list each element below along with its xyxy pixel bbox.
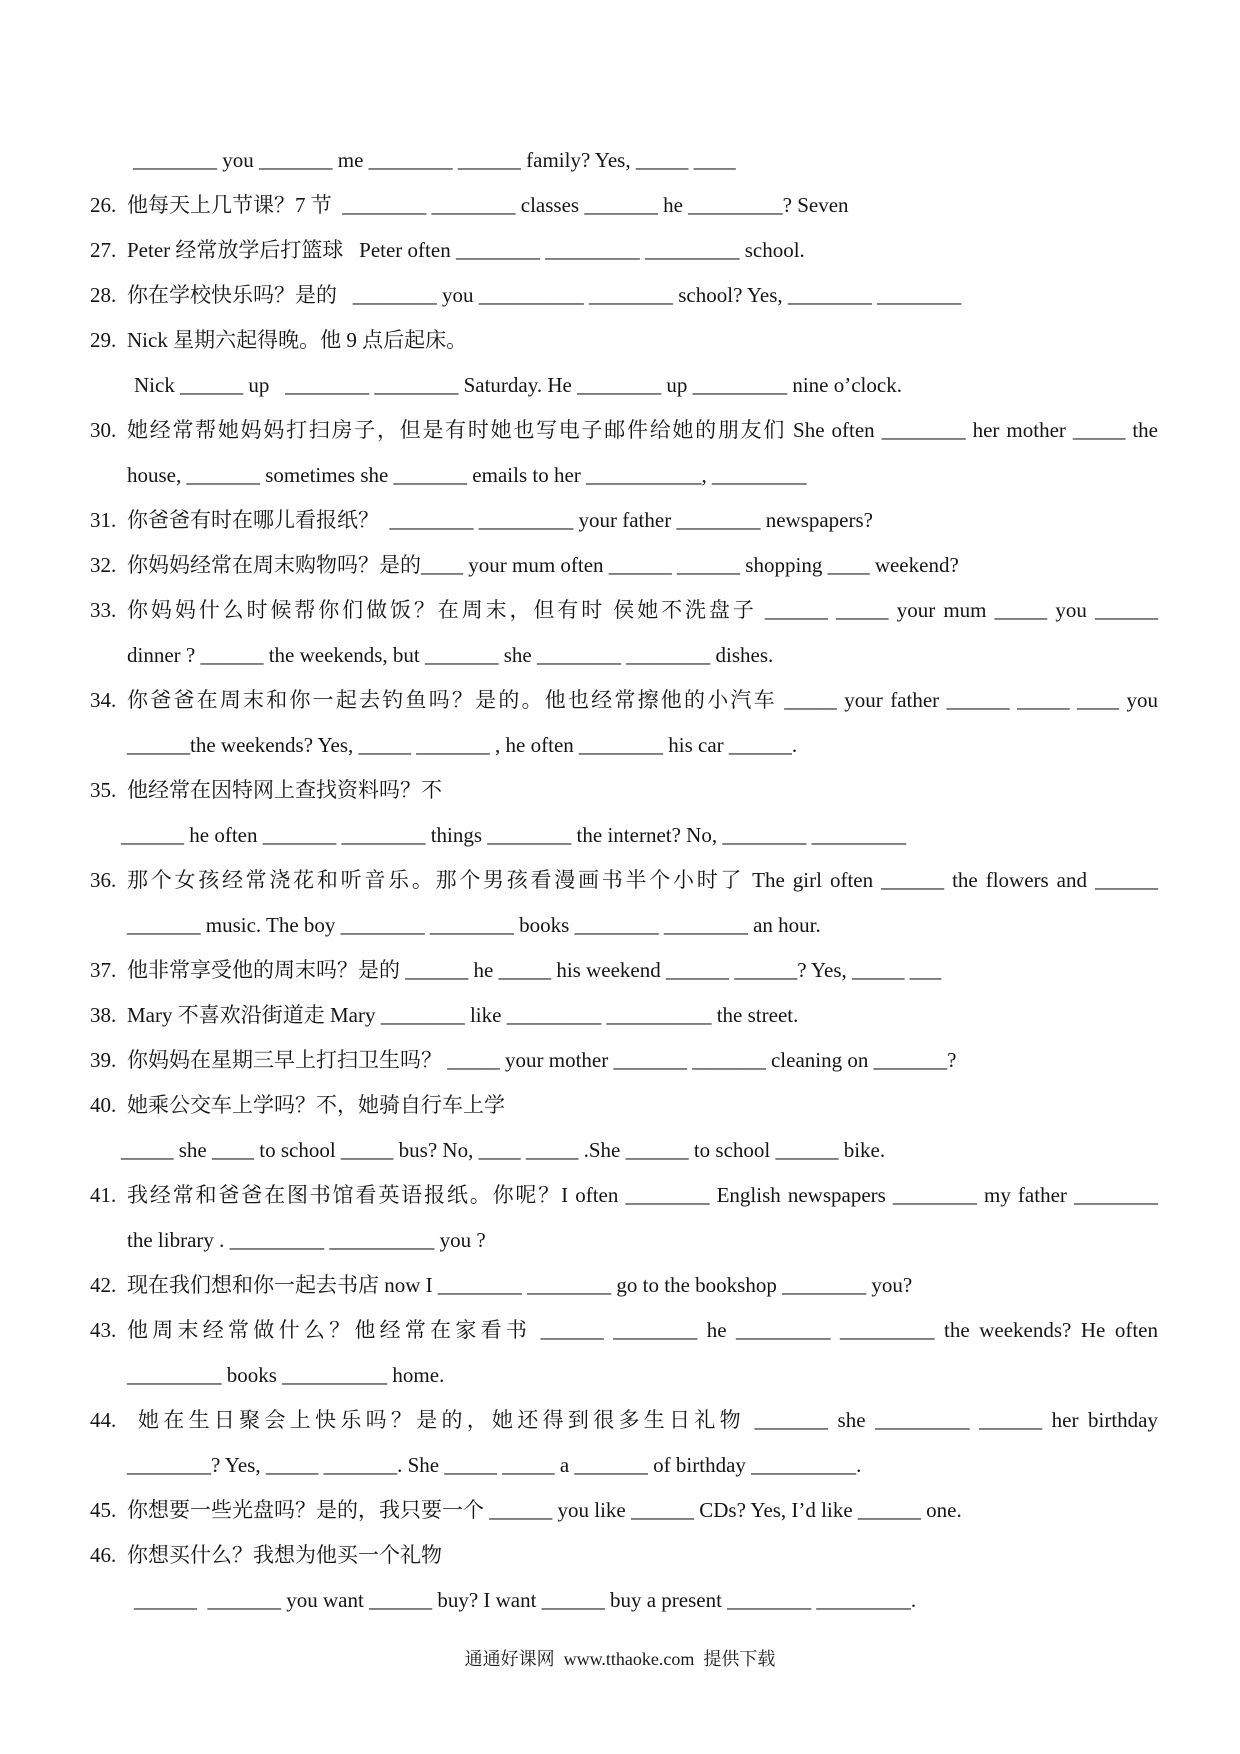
question-text: 那个女孩经常浇花和听音乐。那个男孩看漫画书半个小时了 The girl often ______ the flowers and ______ (127, 868, 1158, 892)
question-35 (90, 768, 1158, 813)
question-text: 你想买什么？我想为他买一个礼物 (127, 1543, 442, 1567)
question-text: 你爸爸有时在哪儿看报纸？ ________ _________ your father ________ newspapers? (127, 508, 873, 532)
question-45 (90, 1488, 1158, 1533)
question-number: 38. (90, 1003, 117, 1027)
question-39 (90, 1038, 1158, 1083)
question-text: 他每天上几节课？7 节 ________ ________ classes _______ he _________? Seven (127, 193, 849, 217)
answer-line: ______ he often _______ ________ things ________ the internet? No, ________ _________ (121, 823, 907, 847)
question-29 (90, 318, 1158, 363)
question-number: 35. (90, 778, 117, 802)
question-37 (90, 948, 1158, 993)
question-number: 27. (90, 238, 117, 262)
answer-line: the library . _________ __________ you ? (127, 1228, 486, 1252)
question-36-continuation (90, 903, 1158, 948)
question-36 (90, 858, 1158, 903)
question-40 (90, 1083, 1158, 1128)
question-text: 她在生日聚会上快乐吗？是的，她还得到很多生日礼物 _______ she _________ ______ her birthday (138, 1408, 1158, 1432)
answer-line: ______the weekends? Yes, _____ _______ , he often ________ his car ______. (127, 733, 798, 757)
question-25-continuation (90, 138, 1158, 183)
question-number: 36. (90, 868, 117, 892)
question-number: 34. (90, 688, 117, 712)
question-text: 你妈妈什么时候帮你们做饭？在周末，但有时 侯她不洗盘子 ______ _____ your mum _____ you ______ (127, 598, 1158, 622)
question-43 (90, 1308, 1158, 1353)
question-34 (90, 678, 1158, 723)
question-text: Peter 经常放学后打篮球 Peter often ________ _________ _________ school. (127, 238, 805, 262)
question-text: 你妈妈在星期三早上打扫卫生吗？ _____ your mother _______ _______ cleaning on _______? (127, 1048, 957, 1072)
question-31 (90, 498, 1158, 543)
question-43-continuation (90, 1353, 1158, 1398)
question-text: Mary 不喜欢沿街道走 Mary ________ like _________ __________ the street. (127, 1003, 799, 1027)
question-number: 44. (90, 1408, 117, 1432)
question-33-continuation (90, 633, 1158, 678)
question-26 (90, 183, 1158, 228)
answer-line: ________? Yes, _____ _______. She _____ _____ a _______ of birthday __________. (127, 1453, 862, 1477)
page-footer: 通通好课网 www.tthaoke.com 提供下载 (464, 1649, 776, 1669)
answer-line: _________ books __________ home. (127, 1363, 445, 1387)
question-number: 33. (90, 598, 117, 622)
question-33 (90, 588, 1158, 633)
question-number: 42. (90, 1273, 117, 1297)
question-text: 他经常在因特网上查找资料吗？不 (127, 778, 442, 802)
question-32 (90, 543, 1158, 588)
question-text: 她乘公交车上学吗？不，她骑自行车上学 (127, 1093, 505, 1117)
question-27 (90, 228, 1158, 273)
question-number: 26. (90, 193, 117, 217)
question-35-answer (90, 813, 1158, 858)
question-number: 31. (90, 508, 117, 532)
question-text: 他非常享受他的周末吗？是的 ______ he _____ his weekend ______ ______? Yes, _____ ___ (127, 958, 942, 982)
answer-line: house, _______ sometimes she _______ emails to her ___________, _________ (127, 463, 807, 487)
question-number: 40. (90, 1093, 117, 1117)
question-text: Nick 星期六起得晚。他 9 点后起床。 (127, 328, 468, 352)
answer-line: Nick ______ up ________ ________ Saturday. He ________ up _________ nine o’clock. (134, 373, 902, 397)
question-number: 30. (90, 418, 117, 442)
question-text: 你妈妈经常在周末购物吗？是的____ your mum often ______ ______ shopping ____ weekend? (127, 553, 959, 577)
question-number: 39. (90, 1048, 117, 1072)
question-text: 你想要一些光盘吗？是的，我只要一个 ______ you like ______ CDs? Yes, I’d like ______ one. (127, 1498, 962, 1522)
question-30-continuation (90, 453, 1158, 498)
question-number: 43. (90, 1318, 117, 1342)
question-44 (90, 1398, 1158, 1443)
answer-line: _______ music. The boy ________ ________ books ________ ________ an hour. (127, 913, 821, 937)
question-number: 28. (90, 283, 117, 307)
question-number: 46. (90, 1543, 117, 1567)
question-40-answer (90, 1128, 1158, 1173)
question-28 (90, 273, 1158, 318)
answer-line: ________ you _______ me ________ ______ family? Yes, _____ ____ (133, 148, 736, 172)
question-text: 你在学校快乐吗？是的 ________ you __________ ________ school? Yes, ________ ________ (127, 283, 962, 307)
question-41-continuation (90, 1218, 1158, 1263)
question-number: 41. (90, 1183, 117, 1207)
question-29-answer (90, 363, 1158, 408)
question-text: 你爸爸在周末和你一起去钓鱼吗？是的。他也经常擦他的小汽车 _____ your father ______ _____ ____ you (127, 688, 1158, 712)
exercise-list (90, 138, 1158, 1623)
answer-line: ______ _______ you want ______ buy? I want ______ buy a present ________ _________. (134, 1588, 917, 1612)
question-number: 45. (90, 1498, 117, 1522)
question-42 (90, 1263, 1158, 1308)
question-number: 32. (90, 553, 117, 577)
question-number: 29. (90, 328, 117, 352)
question-30 (90, 408, 1158, 453)
question-38 (90, 993, 1158, 1038)
question-text: 他周末经常做什么？他经常在家看书 ______ ________ he _________ _________ the weekends? He often (127, 1318, 1158, 1342)
question-41 (90, 1173, 1158, 1218)
question-text: 她经常帮她妈妈打扫房子，但是有时她也写电子邮件给她的朋友们 She often ________ her mother _____ the (127, 418, 1158, 442)
question-46-answer (90, 1578, 1158, 1623)
answer-line: _____ she ____ to school _____ bus? No, ____ _____ .She ______ to school ______ bike. (121, 1138, 886, 1162)
question-46 (90, 1533, 1158, 1578)
question-44-continuation (90, 1443, 1158, 1488)
question-text: 我经常和爸爸在图书馆看英语报纸。你呢？I often ________ English newspapers ________ my father ________ (127, 1183, 1158, 1207)
answer-line: dinner ? ______ the weekends, but _______ she ________ ________ dishes. (127, 643, 774, 667)
question-text: 现在我们想和你一起去书店 now I ________ ________ go to the bookshop ________ you? (127, 1273, 913, 1297)
question-number: 37. (90, 958, 117, 982)
question-34-continuation (90, 723, 1158, 768)
